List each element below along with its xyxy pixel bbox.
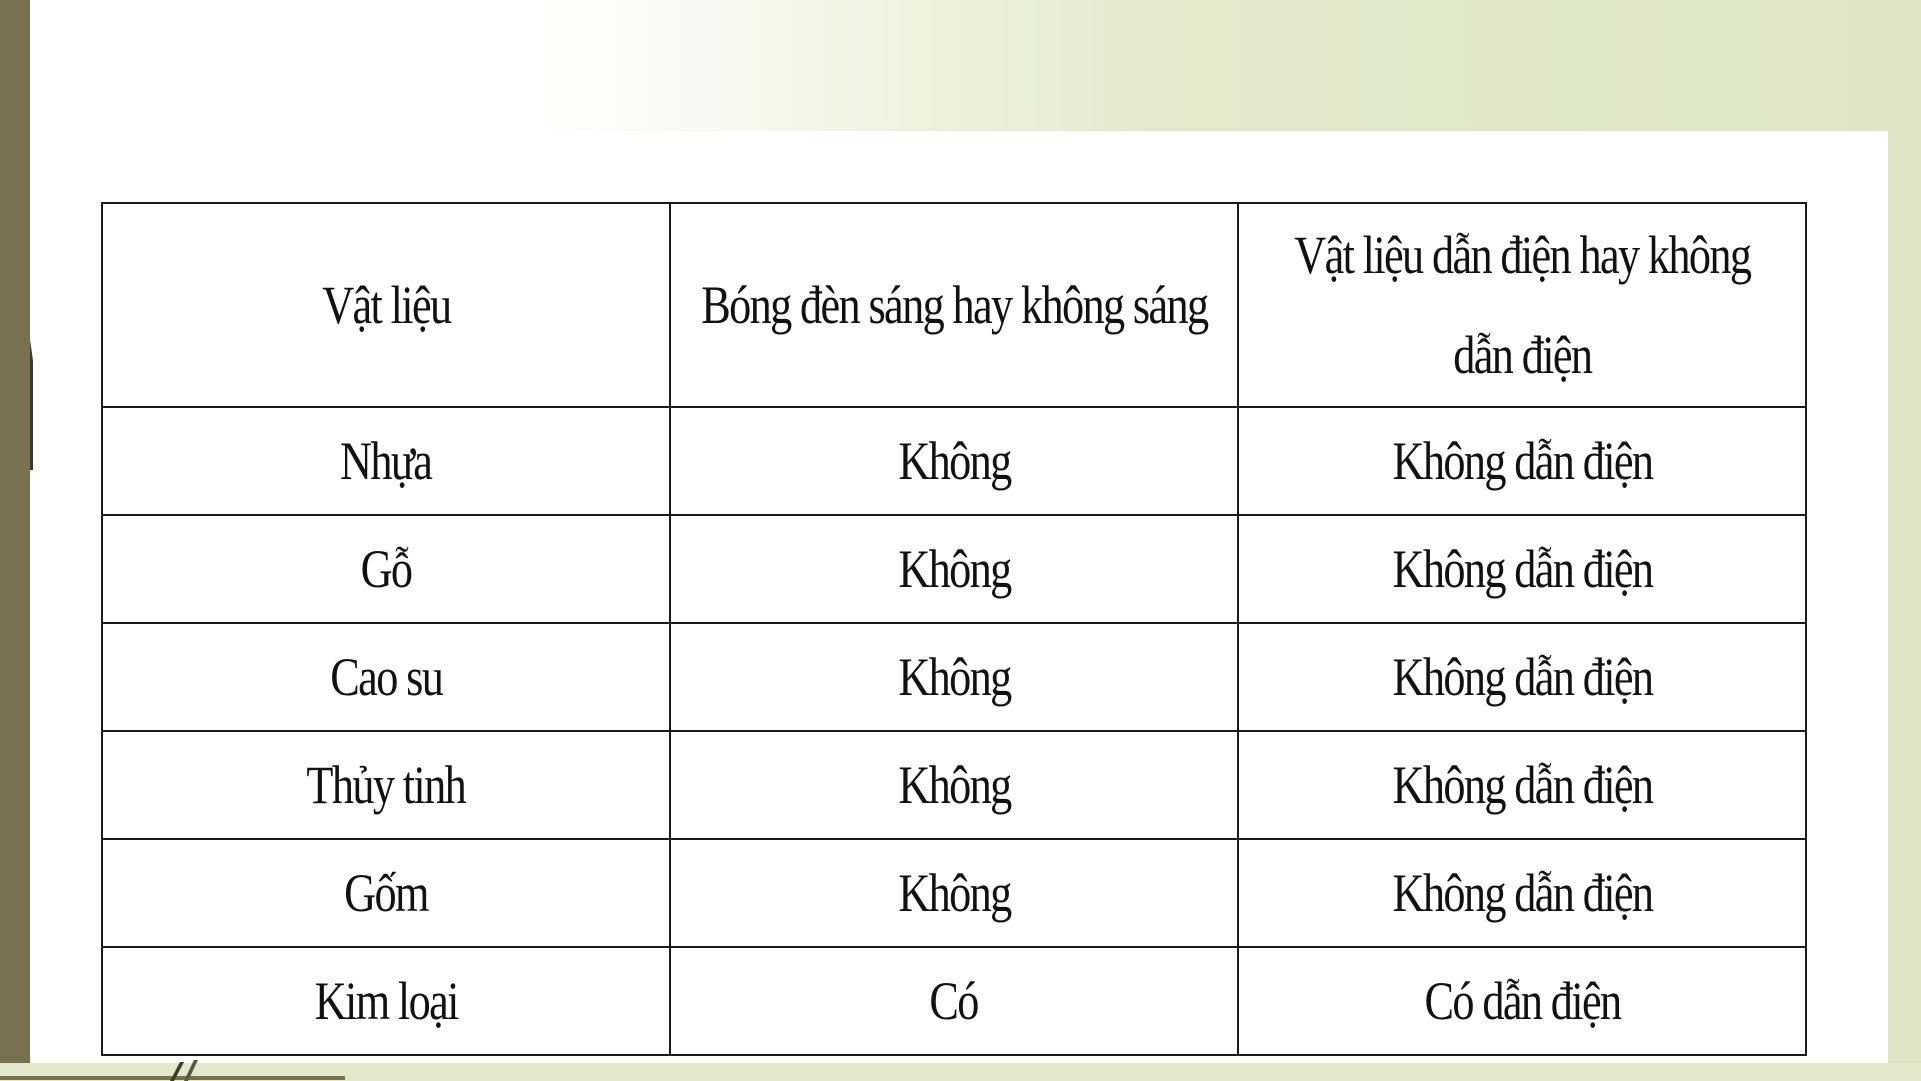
header-material: Vật liệu bbox=[102, 203, 670, 407]
header-bulb-lit: Bóng đèn sáng hay không sáng bbox=[670, 203, 1238, 407]
cell-material: Kim loại bbox=[102, 947, 670, 1055]
cell-material: Gỗ bbox=[102, 515, 670, 623]
cell-conductive: Không dẫn điện bbox=[1238, 515, 1806, 623]
cell-conductive: Không dẫn điện bbox=[1238, 839, 1806, 947]
table-header-row bbox=[102, 203, 1806, 407]
table-row bbox=[102, 623, 1806, 731]
bottom-stripe-decoration bbox=[150, 1050, 250, 1081]
cell-conductive: Không dẫn điện bbox=[1238, 407, 1806, 515]
table-row bbox=[102, 839, 1806, 947]
materials-table-container bbox=[101, 202, 1805, 1055]
cell-bulb-lit: Có bbox=[670, 947, 1238, 1055]
cell-bulb-lit: Không bbox=[670, 731, 1238, 839]
header-conductive: Vật liệu dẫn điện hay không dẫn điện bbox=[1238, 203, 1806, 407]
table-row bbox=[102, 731, 1806, 839]
cell-conductive: Có dẫn điện bbox=[1238, 947, 1806, 1055]
cell-bulb-lit: Không bbox=[670, 839, 1238, 947]
cell-material: Nhựa bbox=[102, 407, 670, 515]
cell-material: Cao su bbox=[102, 623, 670, 731]
cell-bulb-lit: Không bbox=[670, 515, 1238, 623]
cell-conductive: Không dẫn điện bbox=[1238, 731, 1806, 839]
table-row bbox=[102, 515, 1806, 623]
materials-table bbox=[101, 202, 1807, 1056]
cell-conductive: Không dẫn điện bbox=[1238, 623, 1806, 731]
cell-bulb-lit: Không bbox=[670, 623, 1238, 731]
table-row bbox=[102, 947, 1806, 1055]
cell-bulb-lit: Không bbox=[670, 407, 1238, 515]
table-row bbox=[102, 407, 1806, 515]
cell-material: Gốm bbox=[102, 839, 670, 947]
cell-material: Thủy tinh bbox=[102, 731, 670, 839]
